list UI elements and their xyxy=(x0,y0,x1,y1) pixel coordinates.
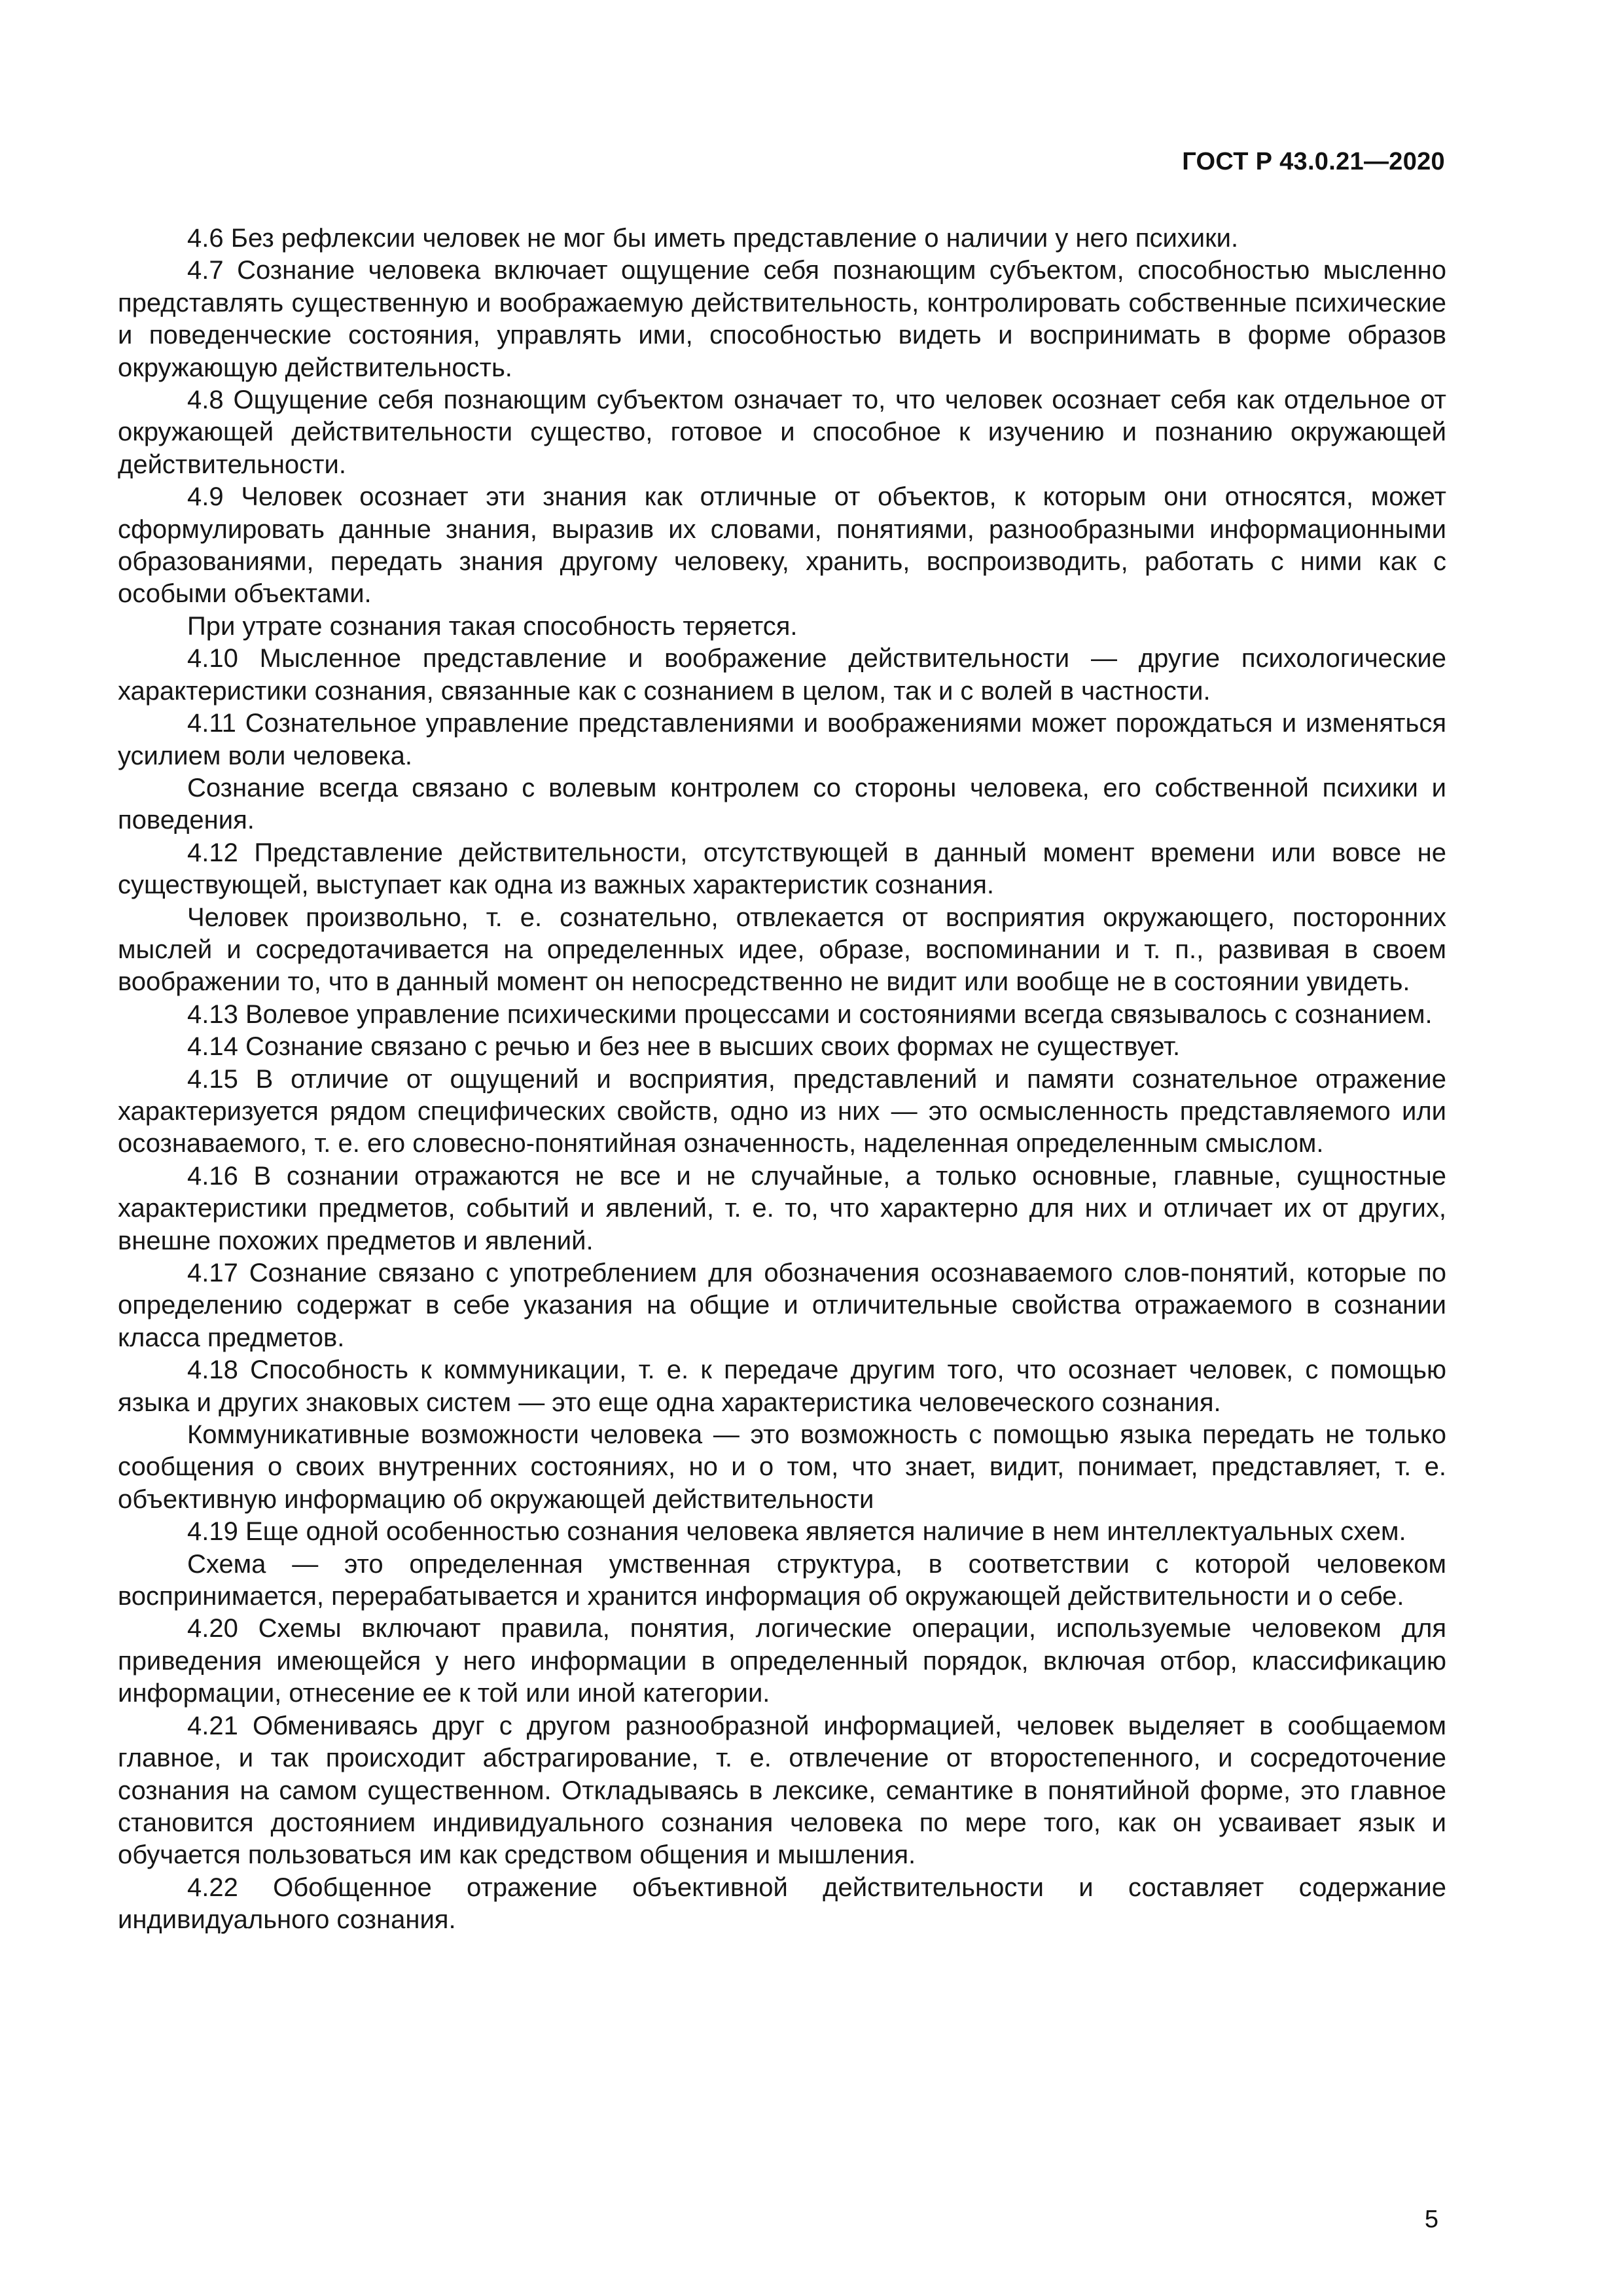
paragraph-4-11: 4.11 Сознательное управление представлениями и воображениями может порождаться и изменяться усилием воли человека. xyxy=(118,709,1446,770)
paragraph-4-18: 4.18 Способность к коммуникации, т. е. к передаче другим того, что осознает человек, с помощью языка и других знаковых систем — это еще одна характеристика человеческого сознания. xyxy=(118,1355,1446,1417)
paragraph-4-7: 4.7 Сознание человека включает ощущение себя познающим субъектом, способностью мысленно представлять существенную и воображаемую действительность, контролировать собственные психические и поведенческие состояния, управлять ими, способностью видеть и воспринимать в форме образов окружающую действительность. xyxy=(118,256,1446,382)
paragraph-4-15: 4.15 В отличие от ощущений и восприятия, представлений и памяти сознательное отражение характеризуется рядом специфических свойств, одно из них — это осмысленность представляемого или осознаваемого, т. е. его словесно-понятийная означенность, наделенная определенным смыслом. xyxy=(118,1064,1446,1158)
paragraph-4-17: 4.17 Сознание связано с употреблением для обозначения осознаваемого слов-понятий, которые по определению содержат в себе указания на общие и отличительные свойства отражаемого в сознании класса предметов. xyxy=(118,1259,1446,1352)
paragraph-4-16: 4.16 В сознании отражаются не все и не случайные, а только основные, главные, сущностные характеристики предметов, событий и явлений, т. е. то, что характерно для них и отличает их от других, внешне похожих предметов и явлений. xyxy=(118,1161,1446,1255)
paragraph-4-19-note: Схема — это определенная умственная структура, в соответствии с которой человеком воспринимается, перерабатывается и хранится информация об окружающей действительности и о себе. xyxy=(118,1549,1446,1611)
paragraph-4-21: 4.21 Обмениваясь друг с другом разнообразной информацией, человек выделяет в сообщаемом главное, и так происходит абстрагирование, т. е. отвлечение от второстепенного, и сосредоточение сознания на самом существенном. Откладываясь в лексике, семантике в понятийной форме, это главное становится достоянием индивидуального сознания человека по мере того, как он усваивает язык и обучается пользоваться им как средством общения и мышления. xyxy=(118,1711,1446,1870)
paragraph-4-11-note: Сознание всегда связано с волевым контролем со стороны человека, его собственной психики и поведения. xyxy=(118,773,1446,835)
document-code-header: ГОСТ Р 43.0.21—2020 xyxy=(1182,148,1445,175)
paragraph-4-14: 4.14 Сознание связано с речью и без нее в высших своих формах не существует. xyxy=(187,1032,1181,1062)
paragraph-4-22: 4.22 Обобщенное отражение объективной действительности и составляет содержание индивидуального сознания. xyxy=(118,1873,1446,1935)
paragraph-4-10: 4.10 Мысленное представление и воображение действительности — другие психологические характеристики сознания, связанные как с сознанием в целом, так и с волей в частности. xyxy=(118,644,1446,706)
paragraph-4-13: 4.13 Волевое управление психическими процессами и состояниями всегда связывалось с сознанием. xyxy=(187,999,1433,1029)
paragraph-4-19: 4.19 Еще одной особенностью сознания человека является наличие в нем интеллектуальных схем. xyxy=(187,1517,1406,1547)
paragraph-4-9-note: При утрате сознания такая способность теряется. xyxy=(187,611,798,641)
paragraph-4-6: 4.6 Без рефлексии человек не мог бы иметь представление о наличии у него психики. xyxy=(187,224,1239,253)
paragraph-4-12: 4.12 Представление действительности, отсутствующей в данный момент времени или вовсе не существующей, выступает как одна из важных характеристик сознания. xyxy=(118,838,1446,900)
paragraph-4-12-note: Человек произвольно, т. е. сознательно, отвлекается от восприятия окружающего, посторонних мыслей и сосредотачивается на определенных идее, образе, воспоминании и т. п., развивая в своем воображении то, что в данный момент он непосредственно не видит или вообще не в состоянии увидеть. xyxy=(118,903,1446,997)
document-body xyxy=(118,223,1446,1937)
paragraph-4-9: 4.9 Человек осознает эти знания как отличные от объектов, к которым они относятся, может сформулировать данные знания, выразив их словами, понятиями, разнообразными информационными образованиями, передать знания другому человеку, хранить, воспроизводить, работать с ними как с особыми объектами. xyxy=(118,482,1446,609)
page-number: 5 xyxy=(1424,2206,1438,2233)
paragraph-4-8: 4.8 Ощущение себя познающим субъектом означает то, что человек осознает себя как отдельное от окружающей действительности существо, готовое и способное к изучению и познанию окружающей действительности. xyxy=(118,386,1446,479)
paragraph-4-18-note: Коммуникативные возможности человека — это возможность с помощью языка передать не только сообщения о своих внутренних состояниях, но и о том, что знает, видит, понимает, представляет, т. е. объективную информацию об окружающей действительности xyxy=(118,1420,1446,1514)
paragraph-4-20: 4.20 Схемы включают правила, понятия, логические операции, используемые человеком для приведения имеющейся у него информации в определенный порядок, включая отбор, классификацию информации, отнесение ее к той или иной категории. xyxy=(118,1614,1446,1708)
